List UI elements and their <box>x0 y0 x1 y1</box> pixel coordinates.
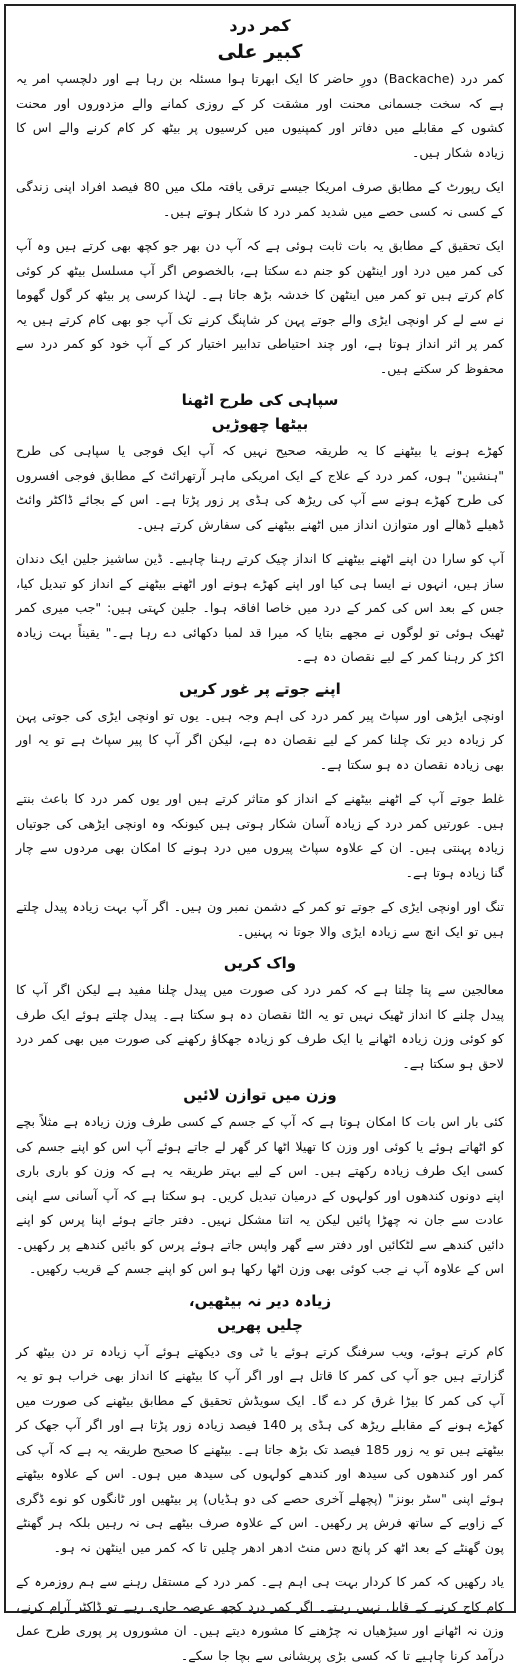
paragraph: اونچی ایڑھی اور سپاٹ پیر کمر درد کی اہم وجہ ہیں۔ یوں تو اونچی ایڑی کی جوتی پہن کر زیادہ دیر تک چلنا کمر کے لیے نقصان دہ ہے، لیکن اگر آپ کا پیر سپاٹ ہے تو یہ اور بھی زیادہ نقصان دہ ہو سکتا ہے۔ <box>16 707 504 772</box>
paragraph: ایک رپورٹ کے مطابق صرف امریکا جیسے ترقی یافتہ ملک میں 80 فیصد افراد اپنی زندگی کے کسی نہ کسی حصے میں شدید کمر درد کا شکار ہوتے ہیں۔ <box>16 179 504 219</box>
article-title: کمر درد <box>229 16 291 35</box>
paragraph: کئی بار اس بات کا امکان ہوتا ہے کہ آپ کے جسم کے کسی طرف وزن زیادہ ہے مثلاً بچے کو اٹھاتے ہوئے یا کوئی اور وزن کا تھیلا اٹھا کر گھر لے جاتے ہوئے آپ اس کو اپنے جسم کی کسی ایک طرف زیادہ رکھتے ہیں۔ اس کے لیے بہتر طریقہ یہ ہے کہ وزن کو باری باری اپنے دونوں کندھوں اور کولہوں کے درمیان تبدیل کریں۔ ہو سکتا ہے کہ آپ آسانی سے اپنی عادت سے جان نہ چھڑا پائیں لیکن یہ اتنا مشکل نہیں۔ دفتر جاتے ہوئے اپنا پرس کو اپنے دائیں کندھے سے لٹکائیں اور دفتر سے گھر واپس جاتے ہوئے پرس کو بائیں کندھے پر رکھیں۔ اس کے علاوہ آپ نے جب کوئی بھی وزن اٹھا رکھا ہو اس کو اپنے جسم کے قریب رکھیں۔ <box>16 1114 504 1276</box>
article-frame <box>4 4 516 1663</box>
paragraph: آپ کو سارا دن اپنے اٹھنے بیٹھنے کا انداز چیک کرتے رہنا چاہیے۔ ڈین ساشیز جلین ایک دندان ساز ہیں، انہوں نے ایسا ہی کیا اور اپنے کھڑے ہونے اور اٹھنے بیٹھنے کے انداز کو تبدیل کیا، جس کے بعد اس کی کمر کے درد میں خاصا افاقہ ہوا۔ جلین کہتی ہیں: "جب میری کمر ٹھیک ہوئی تو لوگوں نے مجھے بتایا کہ میرا قد لمبا دکھائی دے رہا ہے۔" یقیناً بہت زیادہ اکڑ کر رہنا کمر کے لیے نقصان دہ ہے۔ <box>16 551 504 664</box>
paragraph: کھڑے ہونے یا بیٹھنے کا یہ طریقہ صحیح نہیں کہ آپ ایک فوجی یا سپاہی کی طرح "ہنشین" ہوں، کمر درد کے علاج کے ایک امریکی ماہر آرتھرائٹ کے مطابق فوجی افسروں کی طرح کھڑے ہونے سے آپ کی ریڑھ کی ہڈی پر زور پڑتا ہے۔ اس کے بجائے ڈاکٹر وائٹ ڈھیلے ڈھالے اور متوازن انداز میں اٹھنے بیٹھنے کی سفارش کرتے ہیں۔ <box>16 443 504 532</box>
section-subheading: بیٹھا چھوڑیں <box>211 415 309 433</box>
section-subheading: چلیں پھریں <box>217 1315 303 1334</box>
paragraph: یاد رکھیں کہ کمر کا کردار بہت ہی اہم ہے۔ کمر درد کے مستقل رہنے سے ہم روزمرہ کے کام کاج کرنے کے قابل نہیں رہتے۔ اگر کمر درد کچھ عرصہ جاری رہے تو ڈاکٹر آرام کرنے، وزن نہ اٹھانے اور سیڑھیاں نہ چڑھنے کا مشورہ دیتے ہیں۔ ان مشوروں پر پوری طرح عمل درآمد کرنا چاہیے تا کہ کسی بڑی پریشانی سے بچا جا سکے۔ <box>16 1574 504 1663</box>
author-name: کبیر علی <box>217 41 303 63</box>
paragraph: کمر درد (Backache) دورِ حاضر کا ایک ابھرتا ہوا مسئلہ بن رہا ہے اور دلچسپ امر یہ ہے کہ سخت جسمانی محنت اور مشقت کر کے روزی کمانے والے مزدوروں اور محنت کشوں کے مقابلے میں دفاتر اور کمپنیوں میں کرسیوں پر بیٹھ کر کام کرنے والے اس کا زیادہ شکار ہیں۔ <box>16 71 504 160</box>
section-heading: واک کریں <box>223 954 297 972</box>
paragraph: معالجین سے پتا چلتا ہے کہ کمر درد کی صورت میں پیدل چلنا مفید ہے لیکن اگر آپ کا پیدل چلنے کا انداز ٹھیک نہیں تو یہ الٹا نقصان دہ ہو سکتا ہے۔ پیدل چلتے ہوئے ایک طرف کو کوئی وزن زیادہ اٹھانے یا ایک طرف کو زیادہ جھکاؤ رکھنے کی صورت میں بھی کمر درد لاحق ہو سکتا ہے۔ <box>16 982 504 1071</box>
section-heading: زیادہ دیر نہ بیٹھیں، <box>188 1291 332 1310</box>
paragraph: غلط جوتے آپ کے اٹھنے بیٹھنے کے انداز کو متاثر کرتے ہیں اور یوں کمر درد کا باعث بنتے ہیں۔ عورتیں کمر درد کے زیادہ آسان شکار ہوتی ہیں کیونکہ وہ اونچی ایڑھی کی جوتیاں زیادہ پہنتی ہیں۔ ان کے علاوہ سپاٹ پیروں میں درد ہونے کا امکان بھی مردوں سے چار گنا زیادہ ہوتا ہے۔ <box>16 791 504 880</box>
paragraph: ایک تحقیق کے مطابق یہ بات ثابت ہوئی ہے کہ آپ دن بھر جو کچھ بھی کرتے ہیں وہ آپ کی کمر میں درد اور اینٹھن کو جنم دے سکتا ہے، بالخصوص اگر آپ مسلسل بیٹھ کر کوئی کام کرتے ہیں تو کمر میں اینٹھن کا خدشہ بڑھ جاتا ہے۔ لہٰذا کرسی پر بیٹھ کر گول گھوما نے سے لے کر اونچی ایڑی والے جوتے پہن کر شاپنگ کرنے تک آپ جو بھی کام کرتے ہیں یہ کمر پر اثر انداز ہوتا ہے، اور چند احتیاطی تدابیر اختیار کر کے آپ خود کو کمر درد سے محفوظ کر سکتے ہیں۔ <box>16 238 504 376</box>
section-heading: وزن میں توازن لائیں <box>183 1086 337 1104</box>
section-heading: اپنے جوتے پر غور کریں <box>179 679 341 698</box>
paragraph: کام کرتے ہوئے، ویب سرفنگ کرتے ہوئے یا ٹی وی دیکھتے ہوئے آپ زیادہ تر دن بیٹھ کر گزارتے ہیں جو آپ کی کمر کا قاتل ہے اور اگر آپ کا بیٹھنے کا انداز بھی خراب ہو تو یہ آپ کی کمر کا بیڑا غرق کر دے گا۔ ایک سویڈش تحقیق کے مطابق بیٹھنے کی صورت میں کھڑے ہونے کے مقابلے ریڑھ کی ہڈی پر 140 فیصد زیادہ زور پڑتا ہے اور اگر آپ جھک کر بیٹھتے ہیں تو یہ زور 185 فیصد تک بڑھ جاتا ہے۔ بیٹھنے کا صحیح طریقہ یہ ہے کہ آپ کی کمر اور کندھوں کی سیدھ اور کندھے کولہوں کی سیدھ میں ہوں۔ اس کے علاوہ بیٹھتے ہوئے اپنی "سٹر بونز" (پچھلے آخری حصے کی دو ہڈیاں) پر بیٹھیں اور ٹانگوں کو نوے ڈگری کے زاویے کے ساتھ فرش پر رکھیں۔ اس کے علاوہ صرف بیٹھے ہی نہ رہیں بلکہ ہر گھنٹے پون گھنٹے کے بعد اٹھ کر پانچ دس منٹ ادھر ادھر چلیں تا کہ کمر میں اینٹھن نہ ہو۔ <box>16 1343 504 1555</box>
section-heading: سپاہی کی طرح اٹھنا <box>181 391 339 409</box>
paragraph: تنگ اور اونچی ایڑی کے جوتے تو کمر کے دشمن نمبر ون ہیں۔ اگر آپ بہت زیادہ پیدل چلتے ہیں تو ایک انچ سے زیادہ ایڑی والا جوتا نہ پہنیں۔ <box>16 899 504 939</box>
